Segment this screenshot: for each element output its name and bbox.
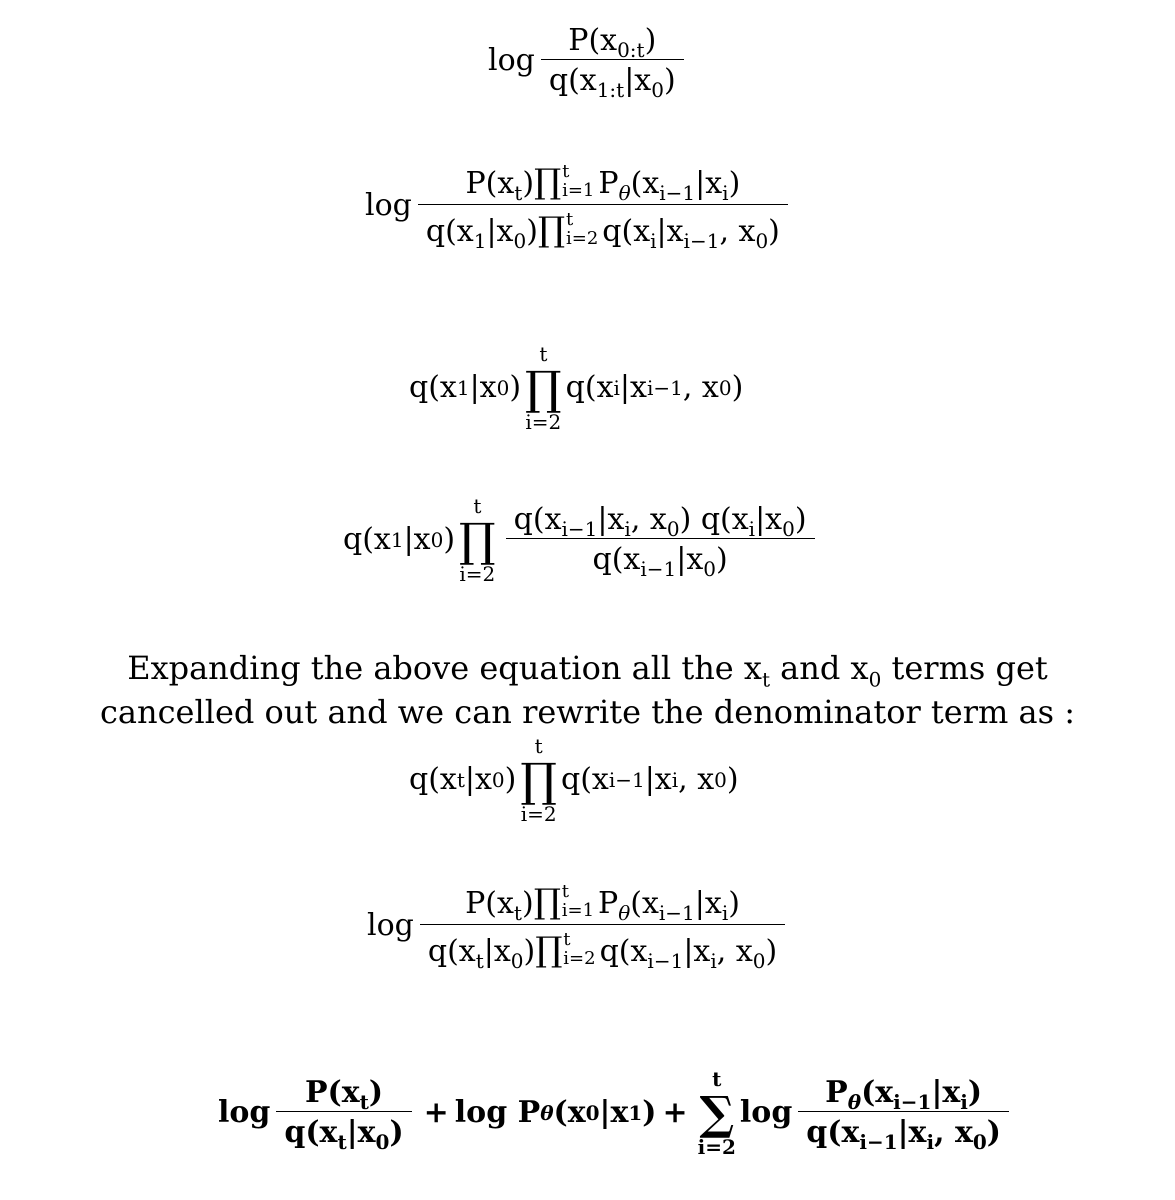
paragraph-line-1: Expanding the above equation all the $x_t$ and $x_0$ terms get (127, 649, 1048, 692)
product-operator: ∏ t i=1 (533, 881, 595, 922)
equation-5: q(x t |x 0 ) t ∏ i=2 q(x i−1 |x i , x 0 ) (409, 734, 739, 826)
product-operator: t ∏ i=2 (525, 342, 562, 434)
plus-sign: + (662, 1095, 688, 1130)
denominator: $q(x_t|x_0)$ ∏ t i=2 $q(x_{i-1}|x_i$, $x_0$) (427, 928, 778, 973)
log-operator: log (367, 907, 414, 943)
fraction (541, 23, 684, 102)
numerator: $P_\theta(x_{i-1}|x_i)$ (825, 1075, 983, 1114)
product-operator: ∏ t i=2 (537, 208, 599, 250)
numerator: $P(x_t)$ (304, 1075, 384, 1114)
log-operator: log (454, 1095, 508, 1130)
fraction (420, 881, 785, 973)
equation-4: q(x 1 |x 0 ) t ∏ i=2 $\frac{q(x_{i-1}|x_i, x_0) q(x_i|x_0)}{q(x_{i-1}|x_0)}$ (343, 495, 821, 585)
sum-operator: t ∑ i=2 (697, 1067, 736, 1159)
numerator: $P(x_t)$ ∏ t i=1 $P_\theta(x_{i-1}|x_i)$ (465, 161, 741, 205)
explanation-paragraph (0, 646, 1175, 734)
denominator: $q(x_t|x_0)$ (284, 1115, 404, 1154)
equation-3: q(x 1 |x 0 ) t ∏ i=2 q(x i |x i−1 , x 0 ) (409, 342, 744, 434)
equation-6 (367, 881, 791, 973)
denominator: $q(x_1|x_0)$ ∏ t i=2 $q(x_i|x_{i-1}$, $x_0$) (425, 208, 780, 253)
equation-1 (488, 23, 690, 102)
denominator: $q(x_{i-1}|x_0)$ (592, 542, 728, 581)
fraction (276, 1075, 411, 1154)
fraction (798, 1075, 1009, 1154)
numerator: $P(x_t)$ ∏ t i=1 $P_\theta(x_{i-1}|x_i)$ (465, 881, 740, 925)
plus-sign: + (423, 1095, 449, 1130)
denominator: $q(x_{i-1}|x_i$, $x_0$) (806, 1115, 1001, 1154)
log-operator: log (365, 187, 412, 223)
log-operator: log (218, 1095, 271, 1130)
log-operator: log (739, 1095, 793, 1130)
numerator: $P(x_{0:t})$ (568, 23, 657, 62)
paragraph-line-2: cancelled out and we can rewrite the denominator term as : (100, 693, 1075, 731)
product-operator: t ∏ i=2 (459, 494, 496, 586)
equation-7: log $\frac{P(x_t)}{q(x_t|x_0)}$ + log P θ (x 0 |x 1 ) + t ∑ i=2 log $\frac{P_\theta(x_{i-1}|x_i)}{q(x_{i-1}|x_i, x_0)}$ (218, 1068, 1015, 1158)
product-operator: t ∏ i=2 (520, 734, 557, 826)
numerator: $q(x_{i-1}|x_i$, $x_0$) $q(x_i|x_0)$ (513, 502, 807, 541)
log-operator: log (488, 43, 535, 78)
fraction (418, 161, 788, 253)
equation-2 (365, 161, 794, 253)
denominator: $q(x_{1:t}|x_0)$ (548, 63, 676, 102)
product-operator: ∏ t i=2 (535, 928, 596, 970)
product-operator: ∏ t i=1 (534, 161, 595, 202)
